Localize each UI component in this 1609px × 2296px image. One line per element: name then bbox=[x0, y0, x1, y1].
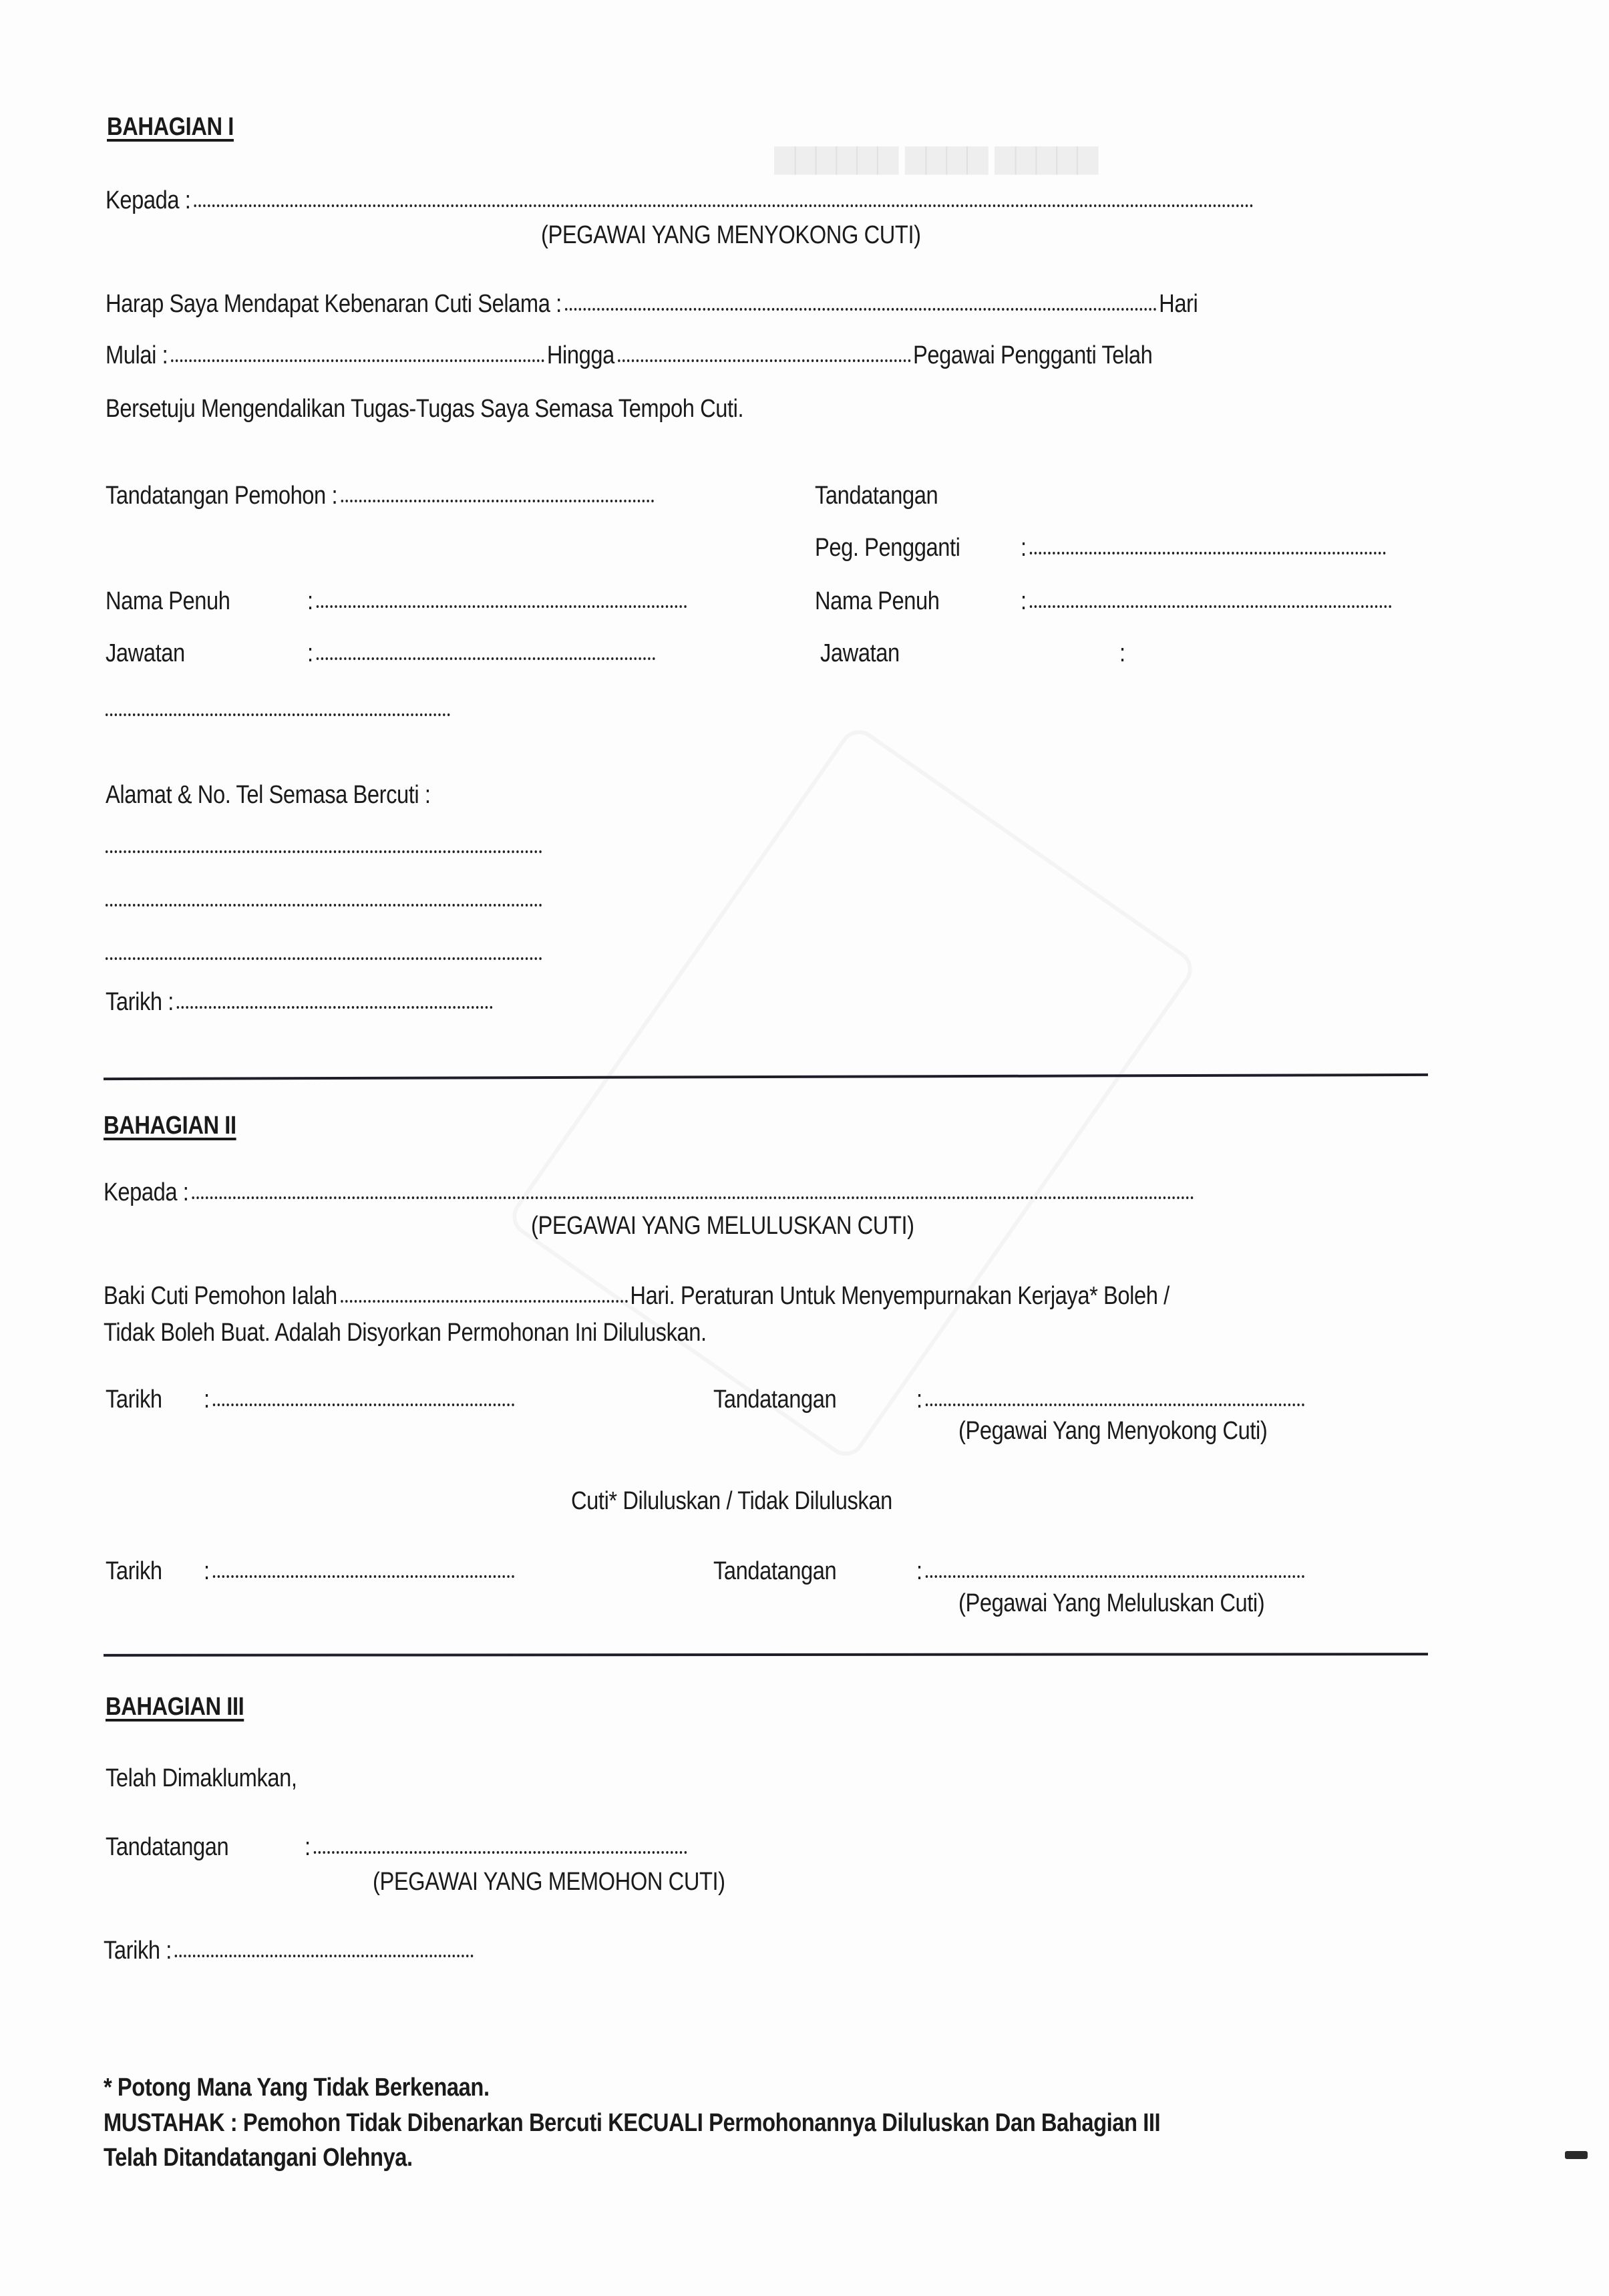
address-line-3 bbox=[106, 939, 544, 968]
kepada-field[interactable] bbox=[194, 204, 1254, 207]
baki-row bbox=[104, 1281, 1170, 1311]
colon: : bbox=[1021, 587, 1027, 615]
colon: : bbox=[305, 1833, 311, 1861]
address-line-2 bbox=[106, 885, 544, 915]
kepada-caption: (PEGAWAI YANG MENYOKONG CUTI) bbox=[541, 221, 921, 249]
jawatan-label: Jawatan bbox=[106, 639, 185, 667]
tandatangan-pemohon-label: Tandatangan Pemohon : bbox=[106, 482, 338, 510]
position-continuation-field[interactable] bbox=[106, 713, 450, 716]
colon: : bbox=[204, 1385, 210, 1414]
approver-date-field[interactable] bbox=[213, 1575, 514, 1578]
hingga-label: Hingga bbox=[546, 341, 614, 369]
colon: : bbox=[916, 1385, 922, 1414]
kepada-label: Kepada : bbox=[106, 186, 191, 214]
applicant-position-field[interactable] bbox=[317, 657, 655, 660]
colon: : bbox=[916, 1557, 922, 1585]
section-1-date-row bbox=[106, 987, 495, 1017]
section-3-date-row bbox=[104, 1936, 476, 1965]
baki-suffix: Hari. Peraturan Untuk Menyempurnakan Kerjaya* Boleh / bbox=[630, 1282, 1170, 1310]
hari-label: Hari bbox=[1159, 290, 1198, 318]
section-3-signature-row bbox=[305, 1832, 689, 1862]
duration-row bbox=[106, 289, 1198, 319]
section-2-date-label-2: Tarikh bbox=[106, 1557, 162, 1585]
applicant-name-row bbox=[307, 587, 689, 616]
bleed-through-text: ▇▇▇▇▇ ▇▇▇▇ ▇▇▇▇▇▇ bbox=[775, 144, 1098, 174]
start-date-field[interactable] bbox=[171, 359, 544, 362]
harap-label: Harap Saya Mendapat Kebenaran Cuti Selama : bbox=[106, 290, 562, 318]
baki-line-2: Tidak Boleh Buat. Adalah Disyorkan Permohonan Ini Diluluskan. bbox=[104, 1319, 707, 1347]
address-field-3[interactable] bbox=[106, 957, 542, 960]
peg-pengganti-label: Peg. Pengganti bbox=[815, 534, 960, 562]
approver-signature-row bbox=[916, 1556, 1307, 1586]
section-1-heading: BAHAGIAN I bbox=[107, 113, 234, 141]
section-2-date-row-1 bbox=[204, 1385, 517, 1414]
right-jawatan-colon: : bbox=[1119, 639, 1125, 667]
colon: : bbox=[307, 639, 313, 667]
colon: : bbox=[307, 587, 313, 615]
mustahak-line-2: Telah Ditandatangani Olehnya. bbox=[104, 2144, 413, 2172]
tarikh-label: Tarikh : bbox=[106, 988, 174, 1016]
replacement-signature-row bbox=[1021, 533, 1388, 562]
telah-dimaklumkan-text: Telah Dimaklumkan, bbox=[106, 1764, 297, 1792]
approval-decision-text: Cuti* Diluluskan / Tidak Diluluskan bbox=[571, 1487, 892, 1515]
applicant-signature-field[interactable] bbox=[341, 500, 654, 502]
supporter-signature-field[interactable] bbox=[926, 1404, 1305, 1406]
colon: : bbox=[204, 1557, 210, 1585]
approver-field[interactable] bbox=[192, 1196, 1195, 1199]
address-field-2[interactable] bbox=[106, 904, 542, 907]
section-divider bbox=[104, 1653, 1428, 1657]
nama-penuh-label: Nama Penuh bbox=[106, 587, 230, 615]
mulai-label: Mulai : bbox=[106, 341, 168, 369]
kepada-label: Kepada : bbox=[104, 1178, 189, 1206]
section-2-date-row-2 bbox=[204, 1556, 517, 1586]
kepada-row-1 bbox=[106, 186, 1256, 215]
section-3-date-field[interactable] bbox=[175, 1955, 474, 1957]
mustahak-line-1: MUSTAHAK : Pemohon Tidak Dibenarkan Bercuti KECUALI Permohonannya Diluluskan Dan Bahagian III bbox=[104, 2109, 1161, 2137]
applicant-acknowledge-signature-field[interactable] bbox=[314, 1851, 687, 1854]
address-field-1[interactable] bbox=[106, 850, 542, 853]
approver-signature-label: Tandatangan bbox=[713, 1557, 837, 1585]
address-line-1 bbox=[106, 832, 544, 861]
faint-stamp-mark bbox=[505, 722, 1200, 1464]
scan-mark bbox=[1565, 2151, 1588, 2159]
section-3-heading: BAHAGIAN III bbox=[106, 1693, 244, 1721]
bersetuju-text: Bersetuju Mengendalikan Tugas-Tugas Saya Semasa Tempoh Cuti. bbox=[106, 395, 744, 423]
section-2-date-label-1: Tarikh bbox=[106, 1385, 162, 1414]
applicant-signature-row bbox=[106, 481, 656, 510]
approver-caption: (PEGAWAI YANG MELULUSKAN CUTI) bbox=[531, 1212, 914, 1240]
colon: : bbox=[1021, 534, 1027, 562]
right-nama-penuh-label: Nama Penuh bbox=[815, 587, 940, 615]
leave-balance-field[interactable] bbox=[341, 1300, 628, 1303]
approver-caption-bottom: (Pegawai Yang Meluluskan Cuti) bbox=[958, 1589, 1265, 1617]
tarikh-label: Tarikh : bbox=[104, 1937, 172, 1965]
replacement-signature-label: Tandatangan bbox=[815, 482, 938, 510]
applicant-caption: (PEGAWAI YANG MEMOHON CUTI) bbox=[373, 1868, 725, 1896]
replacement-name-field[interactable] bbox=[1030, 605, 1392, 608]
section-2-heading: BAHAGIAN II bbox=[104, 1112, 236, 1140]
kepada-row-2 bbox=[104, 1178, 1197, 1207]
pengganti-text: Pegawai Pengganti Telah bbox=[913, 341, 1153, 369]
end-date-field[interactable] bbox=[618, 359, 911, 362]
supporter-date-field[interactable] bbox=[213, 1404, 514, 1406]
date-range-row bbox=[106, 341, 1152, 370]
baki-label: Baki Cuti Pemohon Ialah bbox=[104, 1282, 337, 1310]
footnote-text: * Potong Mana Yang Tidak Berkenaan. bbox=[104, 2074, 490, 2102]
supporter-caption: (Pegawai Yang Menyokong Cuti) bbox=[958, 1417, 1268, 1445]
supporter-signature-row bbox=[916, 1385, 1307, 1414]
replacement-name-row bbox=[1021, 587, 1394, 616]
alamat-label: Alamat & No. Tel Semasa Bercuti : bbox=[106, 781, 431, 809]
applicant-name-field[interactable] bbox=[317, 605, 687, 608]
right-jawatan-label: Jawatan bbox=[820, 639, 900, 667]
supporter-signature-label: Tandatangan bbox=[713, 1385, 837, 1414]
section-3-signature-label: Tandatangan bbox=[106, 1833, 229, 1861]
applicant-position-row bbox=[307, 639, 658, 668]
section-1-date-field[interactable] bbox=[177, 1006, 493, 1009]
duration-days-field[interactable] bbox=[565, 308, 1157, 311]
position-continuation-row bbox=[106, 695, 452, 724]
approver-signature-field[interactable] bbox=[926, 1575, 1305, 1578]
replacement-signature-field[interactable] bbox=[1030, 552, 1386, 554]
